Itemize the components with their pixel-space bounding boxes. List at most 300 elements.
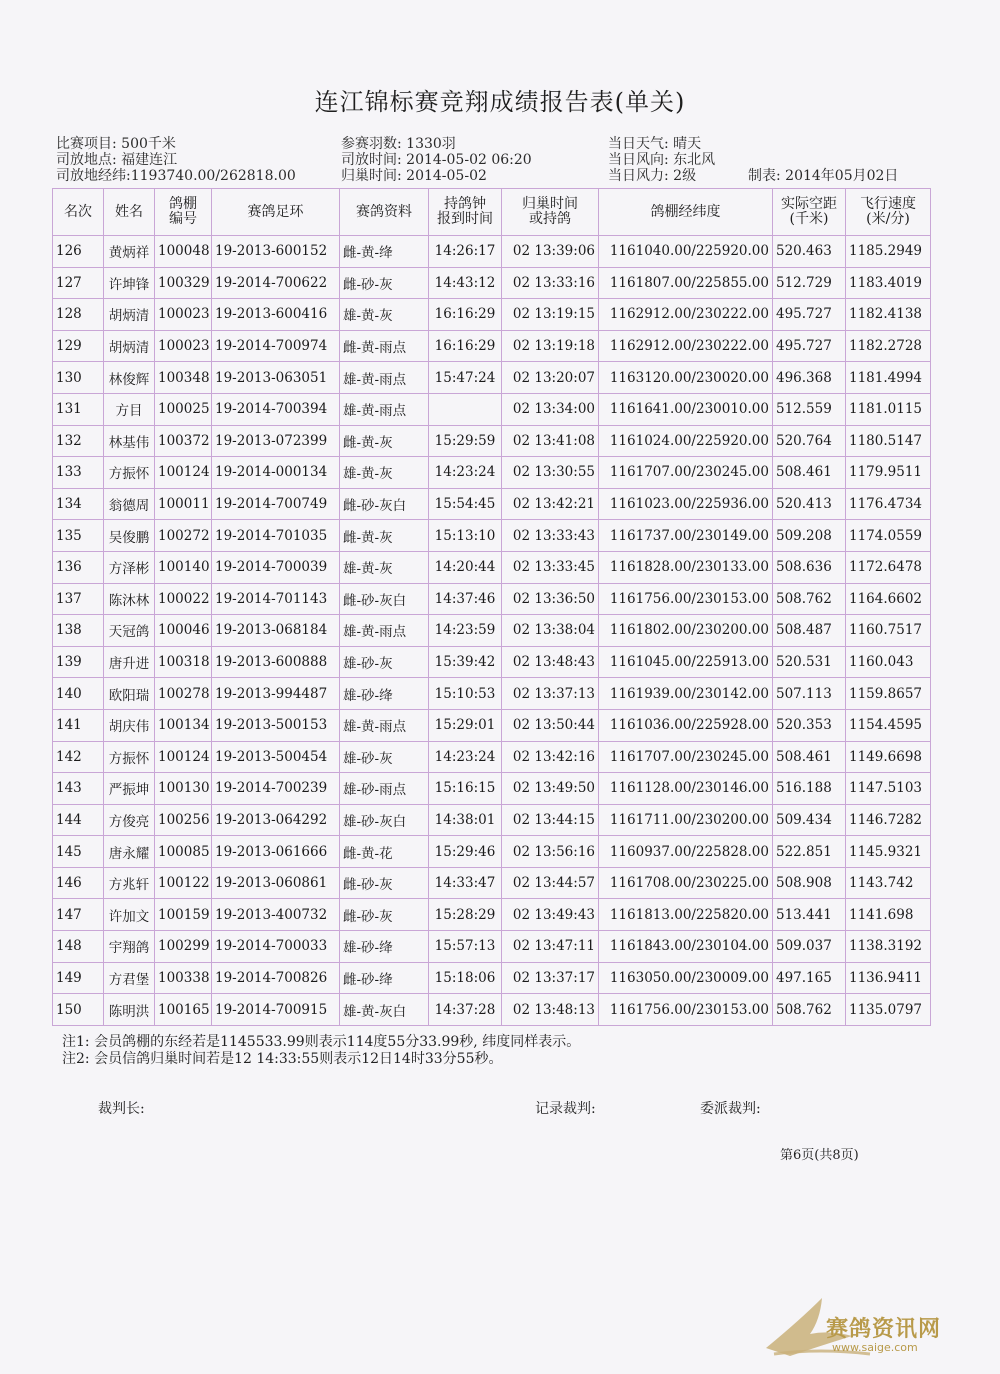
cell-distance: 520.463 [773, 236, 846, 268]
cell-ring-number: 19-2014-700749 [212, 488, 340, 520]
cell-arrival-time: 02 13:48:43 [502, 646, 599, 678]
cell-clock-time: 14:37:46 [429, 583, 502, 615]
table-row [53, 330, 931, 362]
cell-loft-id: 100165 [155, 994, 212, 1026]
cell-name: 陈明洪 [104, 994, 155, 1026]
cell-rank: 138 [53, 615, 104, 647]
cell-loft-coordinates: 1161707.00/230245.00 [599, 741, 773, 773]
cell-bird-info: 雄-黄-雨点 [340, 615, 429, 647]
cell-loft-id: 100159 [155, 899, 212, 931]
cell-speed: 1174.0559 [846, 520, 931, 552]
cell-bird-info: 雌-砂-灰 [340, 267, 429, 299]
cell-speed: 1149.6698 [846, 741, 931, 773]
cell-name: 方君堡 [104, 962, 155, 994]
cell-bird-info: 雄-砂-灰 [340, 741, 429, 773]
cell-ring-number: 19-2013-500454 [212, 741, 340, 773]
cell-loft-id: 100011 [155, 488, 212, 520]
cell-loft-coordinates: 1161737.00/230149.00 [599, 520, 773, 552]
cell-ring-number: 19-2013-068184 [212, 615, 340, 647]
cell-loft-id: 100299 [155, 931, 212, 963]
meta-column-1 [56, 136, 296, 184]
cell-arrival-time: 02 13:48:13 [502, 994, 599, 1026]
cell-distance: 508.461 [773, 741, 846, 773]
cell-clock-time: 15:28:29 [429, 899, 502, 931]
cell-clock-time: 14:20:44 [429, 551, 502, 583]
table-row [53, 457, 931, 489]
cell-loft-id: 100124 [155, 741, 212, 773]
cell-ring-number: 19-2013-400732 [212, 899, 340, 931]
cell-speed: 1141.698 [846, 899, 931, 931]
cell-arrival-time: 02 13:42:21 [502, 488, 599, 520]
cell-distance: 509.208 [773, 520, 846, 552]
cell-bird-info: 雄-黄-雨点 [340, 393, 429, 425]
cell-distance: 497.165 [773, 962, 846, 994]
note-2: 注2: 会员信鸽归巢时间若是12 14:33:55则表示12日14时33分55秒。 [62, 1051, 503, 1067]
meta-item: 司放地经纬:1193740.00/262818.00 [56, 168, 296, 184]
cell-clock-time: 14:33:47 [429, 867, 502, 899]
cell-arrival-time: 02 13:33:43 [502, 520, 599, 552]
cell-arrival-time: 02 13:49:50 [502, 773, 599, 805]
cell-distance: 509.434 [773, 804, 846, 836]
cell-clock-time: 15:57:13 [429, 931, 502, 963]
cell-speed: 1180.5147 [846, 425, 931, 457]
chief-referee-label: 裁判长: [98, 1101, 145, 1117]
cell-ring-number: 19-2014-700033 [212, 931, 340, 963]
cell-bird-info: 雄-黄-灰白 [340, 994, 429, 1026]
cell-arrival-time: 02 13:56:16 [502, 836, 599, 868]
header-loft-coordinates: 鸽棚经纬度 [599, 189, 773, 236]
cell-loft-id: 100046 [155, 615, 212, 647]
table-row [53, 709, 931, 741]
cell-bird-info: 雄-砂-雨点 [340, 773, 429, 805]
cell-speed: 1185.2949 [846, 236, 931, 268]
cell-bird-info: 雌-砂-灰白 [340, 488, 429, 520]
table-row [53, 773, 931, 805]
cell-loft-id: 100134 [155, 709, 212, 741]
cell-arrival-time: 02 13:42:16 [502, 741, 599, 773]
watermark-url: www.saige.com [832, 1341, 918, 1354]
cell-speed: 1176.4734 [846, 488, 931, 520]
meta-item: 当日天气: 晴天 [608, 136, 702, 152]
cell-arrival-time: 02 13:47:11 [502, 931, 599, 963]
cell-loft-coordinates: 1161036.00/225928.00 [599, 709, 773, 741]
cell-loft-id: 100278 [155, 678, 212, 710]
cell-loft-id: 100085 [155, 836, 212, 868]
cell-rank: 144 [53, 804, 104, 836]
cell-speed: 1154.4595 [846, 709, 931, 741]
notes [62, 1034, 580, 1068]
cell-distance: 508.762 [773, 994, 846, 1026]
meta-item: 司放地点: 福建连江 [56, 152, 178, 168]
cell-distance: 508.636 [773, 551, 846, 583]
cell-ring-number: 19-2013-060861 [212, 867, 340, 899]
cell-rank: 136 [53, 551, 104, 583]
table-row [53, 678, 931, 710]
cell-ring-number: 19-2013-600888 [212, 646, 340, 678]
cell-speed: 1179.9511 [846, 457, 931, 489]
table-body [53, 236, 931, 1026]
cell-distance: 520.413 [773, 488, 846, 520]
cell-arrival-time: 02 13:20:07 [502, 362, 599, 394]
cell-distance: 508.908 [773, 867, 846, 899]
cell-clock-time: 15:13:10 [429, 520, 502, 552]
cell-distance: 522.851 [773, 836, 846, 868]
cell-bird-info: 雌-砂-绛 [340, 962, 429, 994]
header-clock-time: 持鸽钟 报到时间 [429, 189, 502, 236]
cell-loft-coordinates: 1161707.00/230245.00 [599, 457, 773, 489]
cell-name: 黄炳祥 [104, 236, 155, 268]
cell-name: 陈沐林 [104, 583, 155, 615]
cell-arrival-time: 02 13:50:44 [502, 709, 599, 741]
cell-rank: 149 [53, 962, 104, 994]
table-row [53, 551, 931, 583]
cell-speed: 1146.7282 [846, 804, 931, 836]
cell-bird-info: 雄-砂-绛 [340, 678, 429, 710]
cell-arrival-time: 02 13:33:16 [502, 267, 599, 299]
cell-speed: 1147.5103 [846, 773, 931, 805]
table-row [53, 931, 931, 963]
meta-item: 当日风力: 2级 [608, 168, 697, 184]
cell-rank: 147 [53, 899, 104, 931]
cell-distance: 512.729 [773, 267, 846, 299]
cell-loft-id: 100256 [155, 804, 212, 836]
cell-distance: 520.353 [773, 709, 846, 741]
cell-speed: 1138.3192 [846, 931, 931, 963]
cell-name: 林俊辉 [104, 362, 155, 394]
cell-loft-coordinates: 1161756.00/230153.00 [599, 583, 773, 615]
cell-clock-time: 14:38:01 [429, 804, 502, 836]
meta-item: 归巢时间: 2014-05-02 [341, 168, 487, 184]
cell-ring-number: 19-2014-700622 [212, 267, 340, 299]
header-rank: 名次 [53, 189, 104, 236]
cell-rank: 132 [53, 425, 104, 457]
cell-name: 严振坤 [104, 773, 155, 805]
cell-clock-time: 14:23:59 [429, 615, 502, 647]
cell-loft-coordinates: 1161711.00/230200.00 [599, 804, 773, 836]
cell-arrival-time: 02 13:38:04 [502, 615, 599, 647]
recorder-referee-label: 记录裁判: [535, 1101, 596, 1117]
header-ring-number: 赛鸽足环 [212, 189, 340, 236]
cell-ring-number: 19-2014-700039 [212, 551, 340, 583]
cell-clock-time: 15:39:42 [429, 646, 502, 678]
cell-clock-time: 15:18:06 [429, 962, 502, 994]
cell-arrival-time: 02 13:37:13 [502, 678, 599, 710]
cell-arrival-time: 02 13:19:15 [502, 299, 599, 331]
cell-name: 林基伟 [104, 425, 155, 457]
cell-clock-time: 15:47:24 [429, 362, 502, 394]
cell-rank: 133 [53, 457, 104, 489]
table-row [53, 299, 931, 331]
cell-speed: 1145.9321 [846, 836, 931, 868]
cell-clock-time: 14:43:12 [429, 267, 502, 299]
page-title: 连江锦标赛竞翔成绩报告表(单关) [314, 88, 686, 116]
cell-loft-coordinates: 1161708.00/230225.00 [599, 867, 773, 899]
cell-loft-coordinates: 1161802.00/230200.00 [599, 615, 773, 647]
cell-name: 方俊亮 [104, 804, 155, 836]
cell-distance: 495.727 [773, 299, 846, 331]
cell-bird-info: 雌-砂-灰白 [340, 583, 429, 615]
cell-loft-coordinates: 1161939.00/230142.00 [599, 678, 773, 710]
cell-bird-info: 雄-黄-灰 [340, 551, 429, 583]
cell-arrival-time: 02 13:19:18 [502, 330, 599, 362]
cell-ring-number: 19-2014-700974 [212, 330, 340, 362]
cell-distance: 495.727 [773, 330, 846, 362]
note-1: 注1: 会员鸽棚的东经若是1145533.99则表示114度55分33.99秒, 纬度同样表示。 [62, 1034, 581, 1050]
cell-loft-id: 100338 [155, 962, 212, 994]
cell-loft-coordinates: 1163120.00/230020.00 [599, 362, 773, 394]
cell-name: 翁德周 [104, 488, 155, 520]
cell-clock-time [429, 393, 502, 425]
cell-loft-coordinates: 1161641.00/230010.00 [599, 393, 773, 425]
cell-rank: 134 [53, 488, 104, 520]
meta-item: 当日风向: 东北风 [608, 152, 716, 168]
header-loft-id: 鸽棚 编号 [155, 189, 212, 236]
cell-distance: 507.113 [773, 678, 846, 710]
cell-arrival-time: 02 13:39:06 [502, 236, 599, 268]
cell-loft-id: 100023 [155, 330, 212, 362]
cell-distance: 508.487 [773, 615, 846, 647]
cell-rank: 142 [53, 741, 104, 773]
cell-bird-info: 雌-黄-灰 [340, 425, 429, 457]
meta-column-2 [341, 136, 532, 184]
cell-clock-time: 15:54:45 [429, 488, 502, 520]
cell-rank: 130 [53, 362, 104, 394]
cell-ring-number: 19-2013-600416 [212, 299, 340, 331]
cell-rank: 148 [53, 931, 104, 963]
table-row [53, 994, 931, 1026]
cell-loft-coordinates: 1161024.00/225920.00 [599, 425, 773, 457]
table-row [53, 520, 931, 552]
cell-ring-number: 19-2014-700239 [212, 773, 340, 805]
results-table [52, 188, 931, 1026]
cell-rank: 143 [53, 773, 104, 805]
cell-ring-number: 19-2014-700915 [212, 994, 340, 1026]
watermark-text: 赛鸽资讯网 [826, 1317, 942, 1342]
cell-loft-coordinates: 1163050.00/230009.00 [599, 962, 773, 994]
cell-loft-id: 100122 [155, 867, 212, 899]
cell-rank: 127 [53, 267, 104, 299]
cell-arrival-time: 02 13:33:45 [502, 551, 599, 583]
cell-name: 天冠鸽 [104, 615, 155, 647]
cell-bird-info: 雌-黄-绛 [340, 236, 429, 268]
cell-speed: 1160.043 [846, 646, 931, 678]
page-number: 第6页(共8页) [780, 1148, 859, 1163]
meta-item: 司放时间: 2014-05-02 06:20 [341, 152, 532, 168]
cell-distance: 508.762 [773, 583, 846, 615]
cell-bird-info: 雌-黄-雨点 [340, 330, 429, 362]
header-bird-info: 赛鸽资料 [340, 189, 429, 236]
table-row [53, 425, 931, 457]
cell-arrival-time: 02 13:34:00 [502, 393, 599, 425]
cell-loft-id: 100348 [155, 362, 212, 394]
cell-bird-info: 雄-砂-灰白 [340, 804, 429, 836]
cell-rank: 129 [53, 330, 104, 362]
cell-arrival-time: 02 13:36:50 [502, 583, 599, 615]
table-row [53, 267, 931, 299]
cell-loft-coordinates: 1161756.00/230153.00 [599, 994, 773, 1026]
meta-item: 参赛羽数: 1330羽 [341, 136, 456, 152]
header-distance: 实际空距 (千米) [773, 189, 846, 236]
cell-loft-coordinates: 1161023.00/225936.00 [599, 488, 773, 520]
cell-speed: 1143.742 [846, 867, 931, 899]
table-row [53, 836, 931, 868]
cell-name: 方振怀 [104, 741, 155, 773]
cell-rank: 128 [53, 299, 104, 331]
cell-name: 胡庆伟 [104, 709, 155, 741]
cell-ring-number: 19-2013-500153 [212, 709, 340, 741]
table-row [53, 646, 931, 678]
cell-clock-time: 14:23:24 [429, 457, 502, 489]
cell-rank: 135 [53, 520, 104, 552]
cell-clock-time: 14:37:28 [429, 994, 502, 1026]
cell-rank: 141 [53, 709, 104, 741]
cell-distance: 508.461 [773, 457, 846, 489]
cell-arrival-time: 02 13:30:55 [502, 457, 599, 489]
cell-clock-time: 15:10:53 [429, 678, 502, 710]
cell-name: 方兆轩 [104, 867, 155, 899]
cell-speed: 1182.2728 [846, 330, 931, 362]
cell-bird-info: 雄-黄-雨点 [340, 709, 429, 741]
cell-name: 方目 [104, 393, 155, 425]
cell-loft-id: 100318 [155, 646, 212, 678]
cell-name: 胡炳清 [104, 330, 155, 362]
table-row [53, 741, 931, 773]
table-header-row [53, 189, 931, 236]
cell-name: 宇翔鸽 [104, 931, 155, 963]
cell-ring-number: 19-2013-072399 [212, 425, 340, 457]
cell-clock-time: 16:16:29 [429, 299, 502, 331]
header-name: 姓名 [104, 189, 155, 236]
table-row [53, 962, 931, 994]
cell-loft-id: 100124 [155, 457, 212, 489]
cell-loft-id: 100022 [155, 583, 212, 615]
cell-ring-number: 19-2013-063051 [212, 362, 340, 394]
cell-loft-coordinates: 1161128.00/230146.00 [599, 773, 773, 805]
table-row [53, 488, 931, 520]
cell-name: 方泽彬 [104, 551, 155, 583]
cell-loft-coordinates: 1161813.00/225820.00 [599, 899, 773, 931]
delegate-referee-label: 委派裁判: [700, 1101, 761, 1117]
cell-name: 唐永耀 [104, 836, 155, 868]
cell-arrival-time: 02 13:44:15 [502, 804, 599, 836]
cell-rank: 145 [53, 836, 104, 868]
header-speed: 飞行速度 (米/分) [846, 189, 931, 236]
cell-clock-time: 14:23:24 [429, 741, 502, 773]
table-row [53, 236, 931, 268]
cell-bird-info: 雌-黄-灰 [340, 520, 429, 552]
cell-bird-info: 雄-黄-灰 [340, 457, 429, 489]
cell-ring-number: 19-2013-064292 [212, 804, 340, 836]
cell-speed: 1159.8657 [846, 678, 931, 710]
cell-name: 欧阳瑞 [104, 678, 155, 710]
cell-bird-info: 雄-砂-灰 [340, 646, 429, 678]
cell-rank: 140 [53, 678, 104, 710]
cell-rank: 139 [53, 646, 104, 678]
table-row [53, 867, 931, 899]
table-row [53, 899, 931, 931]
cell-ring-number: 19-2014-701035 [212, 520, 340, 552]
cell-name: 唐升进 [104, 646, 155, 678]
cell-rank: 126 [53, 236, 104, 268]
cell-bird-info: 雄-砂-绛 [340, 931, 429, 963]
cell-speed: 1164.6602 [846, 583, 931, 615]
cell-name: 胡炳清 [104, 299, 155, 331]
cell-clock-time: 15:29:59 [429, 425, 502, 457]
cell-arrival-time: 02 13:49:43 [502, 899, 599, 931]
cell-speed: 1181.4994 [846, 362, 931, 394]
cell-loft-id: 100025 [155, 393, 212, 425]
cell-speed: 1182.4138 [846, 299, 931, 331]
made-date: 制表: 2014年05月02日 [748, 168, 899, 184]
cell-loft-coordinates: 1161843.00/230104.00 [599, 931, 773, 963]
cell-clock-time: 14:26:17 [429, 236, 502, 268]
cell-clock-time: 15:16:15 [429, 773, 502, 805]
cell-loft-coordinates: 1161040.00/225920.00 [599, 236, 773, 268]
cell-rank: 131 [53, 393, 104, 425]
cell-ring-number: 19-2013-600152 [212, 236, 340, 268]
cell-loft-coordinates: 1160937.00/225828.00 [599, 836, 773, 868]
cell-bird-info: 雌-砂-灰 [340, 899, 429, 931]
cell-bird-info: 雄-黄-雨点 [340, 362, 429, 394]
cell-ring-number: 19-2013-994487 [212, 678, 340, 710]
cell-speed: 1135.0797 [846, 994, 931, 1026]
cell-speed: 1136.9411 [846, 962, 931, 994]
cell-loft-id: 100023 [155, 299, 212, 331]
table-row [53, 804, 931, 836]
cell-ring-number: 19-2013-061666 [212, 836, 340, 868]
cell-ring-number: 19-2014-700826 [212, 962, 340, 994]
cell-speed: 1160.7517 [846, 615, 931, 647]
cell-name: 方振怀 [104, 457, 155, 489]
cell-loft-id: 100372 [155, 425, 212, 457]
cell-distance: 509.037 [773, 931, 846, 963]
cell-clock-time: 15:29:01 [429, 709, 502, 741]
cell-distance: 513.441 [773, 899, 846, 931]
cell-loft-coordinates: 1162912.00/230222.00 [599, 299, 773, 331]
header-arrival-time: 归巢时间 或持鸽 [502, 189, 599, 236]
table-row [53, 583, 931, 615]
cell-name: 许加文 [104, 899, 155, 931]
cell-distance: 512.559 [773, 393, 846, 425]
cell-arrival-time: 02 13:44:57 [502, 867, 599, 899]
cell-loft-coordinates: 1161828.00/230133.00 [599, 551, 773, 583]
cell-speed: 1183.4019 [846, 267, 931, 299]
cell-ring-number: 19-2014-000134 [212, 457, 340, 489]
meta-column-3 [608, 136, 715, 184]
cell-loft-coordinates: 1161807.00/225855.00 [599, 267, 773, 299]
cell-ring-number: 19-2014-701143 [212, 583, 340, 615]
cell-bird-info: 雌-砂-灰 [340, 867, 429, 899]
cell-rank: 137 [53, 583, 104, 615]
cell-clock-time: 15:29:46 [429, 836, 502, 868]
table-row [53, 615, 931, 647]
cell-bird-info: 雌-黄-花 [340, 836, 429, 868]
table-row [53, 393, 931, 425]
cell-loft-coordinates: 1161045.00/225913.00 [599, 646, 773, 678]
cell-speed: 1181.0115 [846, 393, 931, 425]
cell-name: 许坤锋 [104, 267, 155, 299]
cell-rank: 146 [53, 867, 104, 899]
cell-rank: 150 [53, 994, 104, 1026]
cell-distance: 516.188 [773, 773, 846, 805]
cell-distance: 496.368 [773, 362, 846, 394]
cell-distance: 520.531 [773, 646, 846, 678]
cell-arrival-time: 02 13:37:17 [502, 962, 599, 994]
cell-ring-number: 19-2014-700394 [212, 393, 340, 425]
cell-bird-info: 雄-黄-灰 [340, 299, 429, 331]
cell-loft-id: 100130 [155, 773, 212, 805]
table-row [53, 362, 931, 394]
